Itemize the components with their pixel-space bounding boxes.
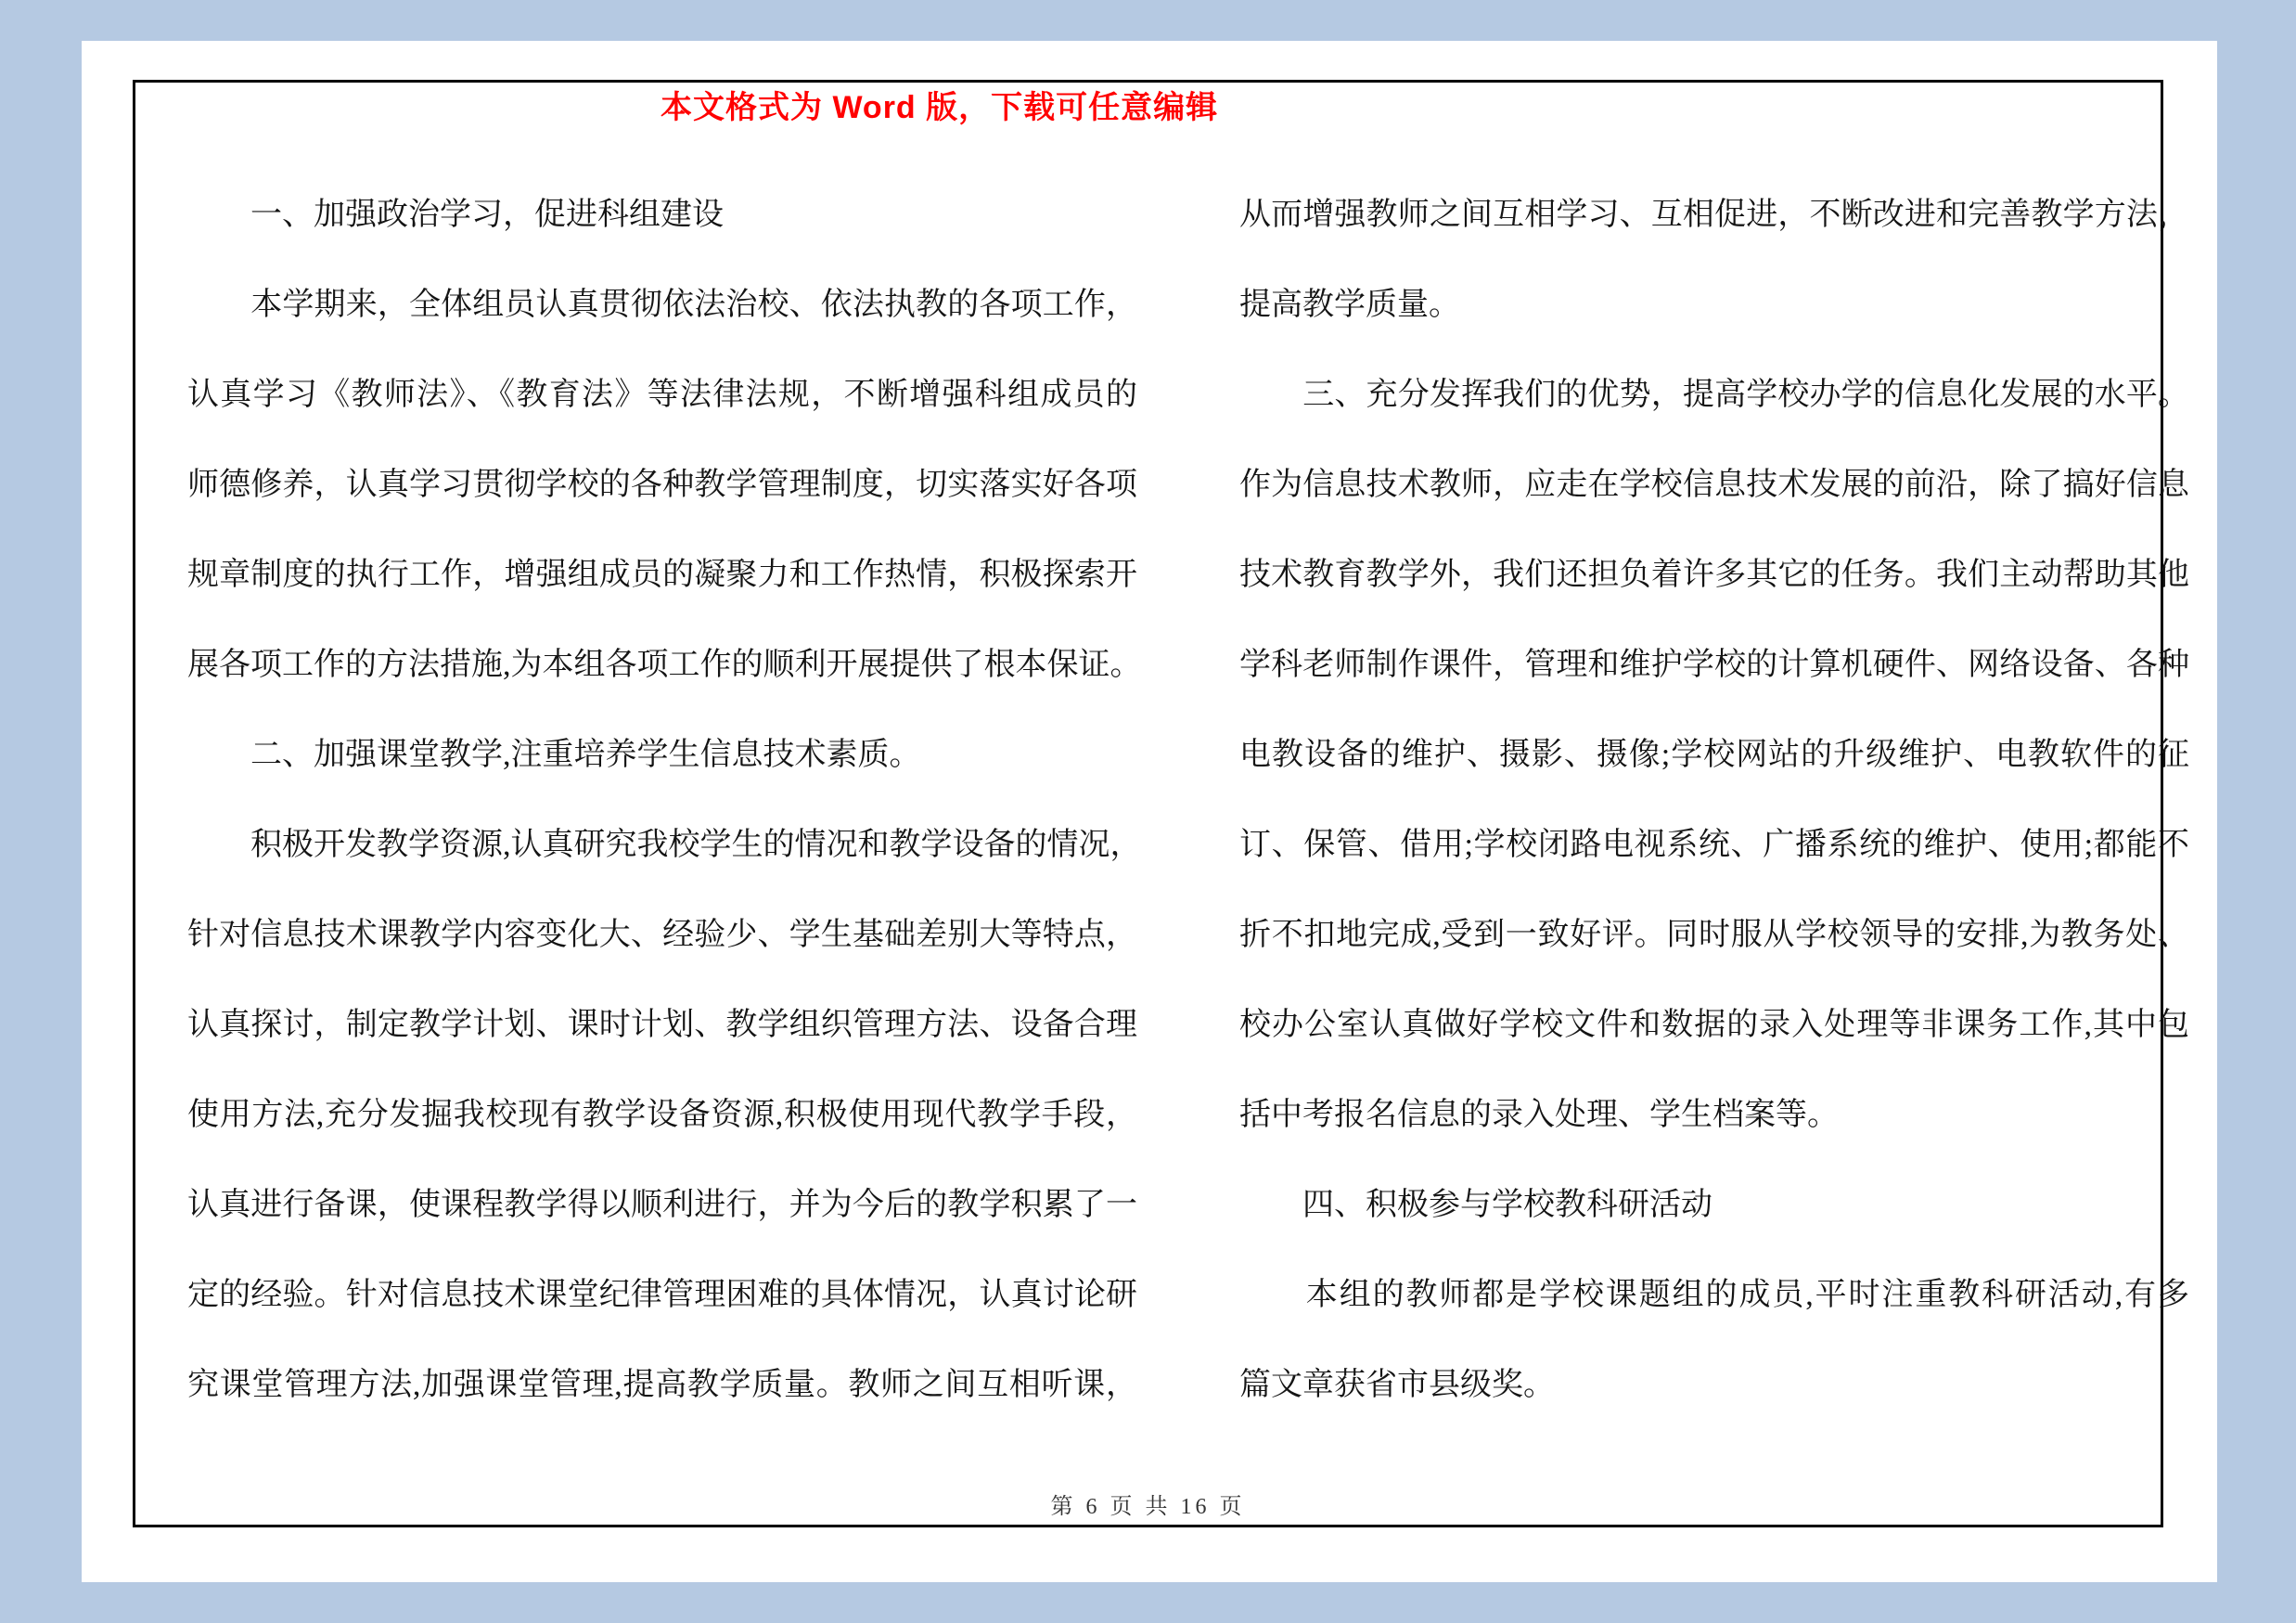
text-line: 本组的教师都是学校课题组的成员,平时注重教科研活动,有多 (1239, 1278, 2189, 1312)
text-line: 篇文章获省市县级奖。 (1239, 1368, 1555, 1402)
text-line: 作为信息技术教师，应走在学校信息技术发展的前沿，除了搞好信息 (1239, 468, 2189, 502)
text-line: 定的经验。针对信息技术课堂纪律管理困难的具体情况，认真讨论研 (187, 1278, 1137, 1312)
text-line: 二、加强课堂教学,注重培养学生信息技术素质。 (187, 738, 921, 772)
text-line: 使用方法,充分发掘我校现有教学设备资源,积极使用现代教学手段， (187, 1098, 1137, 1132)
text-line: 一、加强政治学习，促进科组建设 (187, 198, 724, 232)
text-column-left (187, 170, 1142, 1430)
text-line: 展各项工作的方法措施,为本组各项工作的顺利开展提供了根本保证。 (187, 648, 1142, 682)
text-line: 认真进行备课，使课程教学得以顺利进行，并为今后的教学积累了一 (187, 1188, 1137, 1222)
text-line: 订、保管、借用;学校闭路电视系统、广播系统的维护、使用;都能不 (1239, 828, 2189, 862)
text-line: 认真探讨，制定教学计划、课时计划、教学组织管理方法、设备合理 (187, 1008, 1137, 1042)
text-line: 认真学习《教师法》、《教育法》等法律法规，不断增强科组成员的 (187, 378, 1137, 412)
text-line: 括中考报名信息的录入处理、学生档案等。 (1239, 1098, 1839, 1132)
text-line: 三、充分发挥我们的优势，提高学校办学的信息化发展的水平。 (1239, 378, 2189, 412)
text-line: 提高教学质量。 (1239, 288, 1460, 322)
text-line: 积极开发教学资源,认真研究我校学生的情况和教学设备的情况， (187, 828, 1142, 862)
text-line: 技术教育教学外，我们还担负着许多其它的任务。我们主动帮助其他 (1239, 558, 2189, 592)
text-column-right (1239, 170, 2189, 1430)
text-line: 本学期来，全体组员认真贯彻依法治校、依法执教的各项工作， (187, 288, 1137, 322)
text-line: 规章制度的执行工作，增强组成员的凝聚力和工作热情，积极探索开 (187, 558, 1137, 592)
edit-notice-banner: 本文格式为 Word 版，下载可任意编辑 (661, 90, 1219, 125)
text-line: 从而增强教师之间互相学习、互相促进，不断改进和完善教学方法， (1239, 198, 2189, 232)
text-line: 校办公室认真做好学校文件和数据的录入处理等非课务工作,其中包 (1239, 1008, 2189, 1042)
text-line: 学科老师制作课件，管理和维护学校的计算机硬件、网络设备、各种 (1239, 648, 2189, 682)
page-number-footer: 第 6 页 共 16 页 (1050, 1495, 1246, 1519)
text-line: 究课堂管理方法,加强课堂管理,提高教学质量。教师之间互相听课， (187, 1368, 1137, 1402)
text-line: 针对信息技术课教学内容变化大、经验少、学生基础差别大等特点， (187, 918, 1137, 952)
text-line: 四、积极参与学校教科研活动 (1239, 1188, 1712, 1222)
text-line: 电教设备的维护、摄影、摄像;学校网站的升级维护、电教软件的征 (1239, 738, 2189, 772)
text-line: 师德修养，认真学习贯彻学校的各种教学管理制度，切实落实好各项 (187, 468, 1137, 502)
text-line: 折不扣地完成,受到一致好评。同时服从学校领导的安排,为教务处、 (1239, 918, 2189, 952)
